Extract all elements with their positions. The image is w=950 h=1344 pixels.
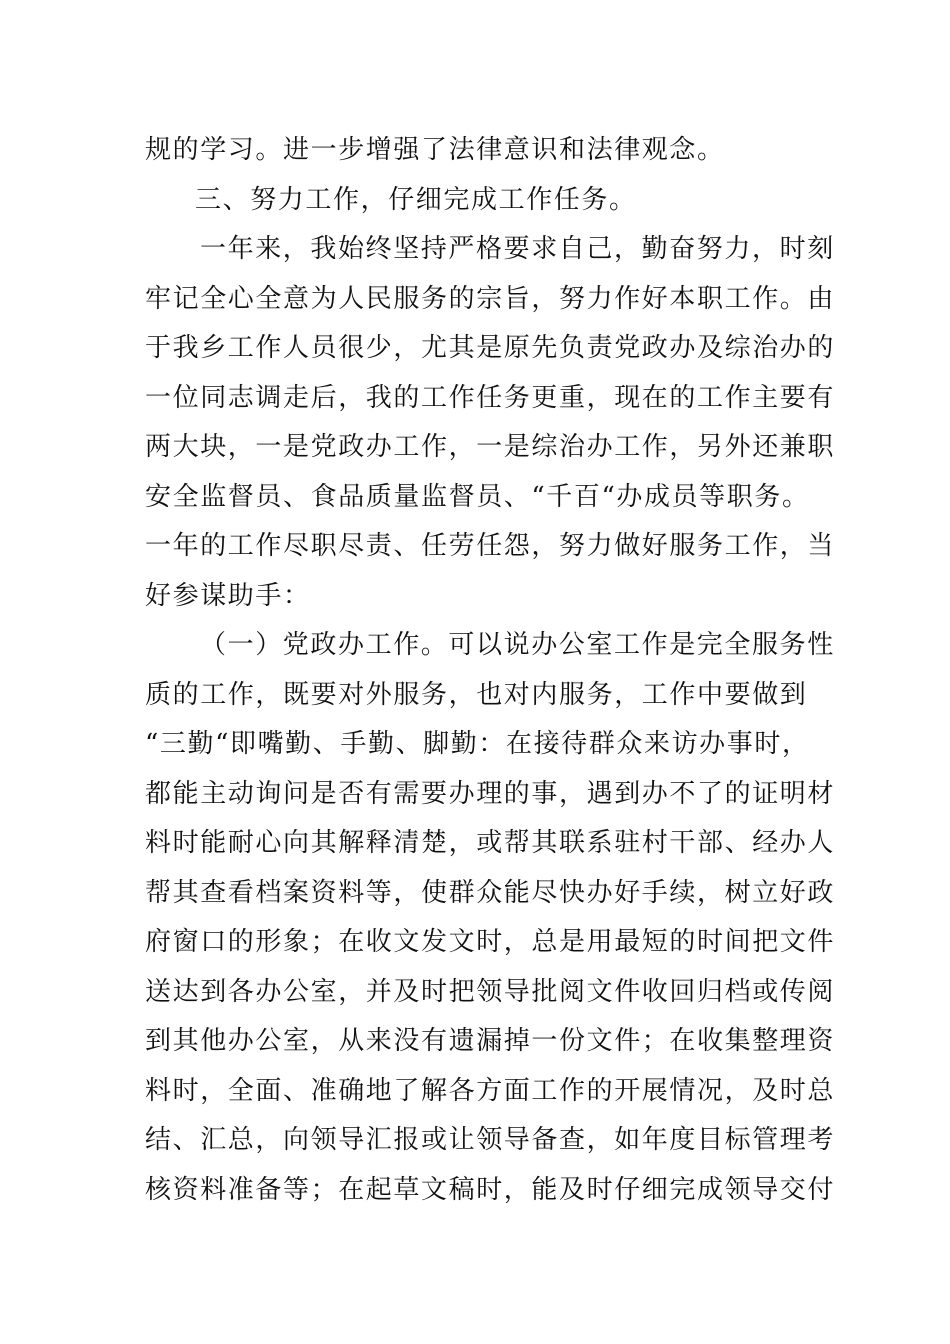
text-line: 结、汇总，向领导汇报或让领导备查，如年度目标管理考 — [145, 1125, 836, 1155]
text-line: 都能主动询问是否有需要办理的事，遇到办不了的证明材 — [145, 778, 836, 809]
text-line: 到其他办公室，从来没有遗漏掉一份文件；在收集整理资 — [145, 1026, 836, 1056]
text-line: 牢记全心全意为人民服务的宗旨，努力作好本职工作。由 — [145, 283, 836, 314]
document-body — [145, 126, 836, 1215]
text-line: “三勤“即嘴勤、手勤、脚勤：在接待群众来访办事时， — [145, 729, 810, 759]
text-line: 核资料准备等；在起草文稿时，能及时仔细完成领导交付 — [145, 1174, 836, 1205]
text-line: 安全监督员、食品质量监督员、“千百“办成员等职务。 — [145, 481, 810, 512]
text-line: 一位同志调走后，我的工作任务更重，现在的工作主要有 — [145, 382, 836, 413]
text-line: 好参谋助手： — [145, 580, 311, 611]
section-heading: 三、努力工作，仔细完成工作任务。 — [195, 184, 637, 215]
text-line: 送达到各办公室，并及时把领导批阅文件收回归档或传阅 — [145, 976, 836, 1007]
text-line: 于我乡工作人员很少，尤其是原先负责党政办及综治办的 — [145, 333, 836, 363]
subsection-heading: （一）党政办工作。可以说办公室工作是完全服务性 — [200, 630, 835, 660]
text-line: 料时，全面、准确地了解各方面工作的开展情况，及时总 — [145, 1075, 836, 1106]
text-line: 一年来，我始终坚持严格要求自己，勤奋努力，时刻 — [200, 234, 835, 264]
text-line: 质的工作，既要对外服务，也对内服务，工作中要做到 — [145, 679, 808, 710]
text-line: 两大块，一是党政办工作，一是综治办工作，另外还兼职 — [145, 432, 836, 462]
text-line: 府窗口的形象；在收文发文时，总是用最短的时间把文件 — [145, 927, 836, 957]
text-line: 一年的工作尽职尽责、任劳任怨，努力做好服务工作，当 — [145, 531, 836, 561]
text-line: 帮其查看档案资料等，使群众能尽快办好手续，树立好政 — [145, 877, 836, 908]
text-line: 料时能耐心向其解释清楚，或帮其联系驻村干部、经办人 — [145, 828, 836, 858]
text-line: 规的学习。进一步增强了法律意识和法律观念。 — [145, 135, 725, 165]
